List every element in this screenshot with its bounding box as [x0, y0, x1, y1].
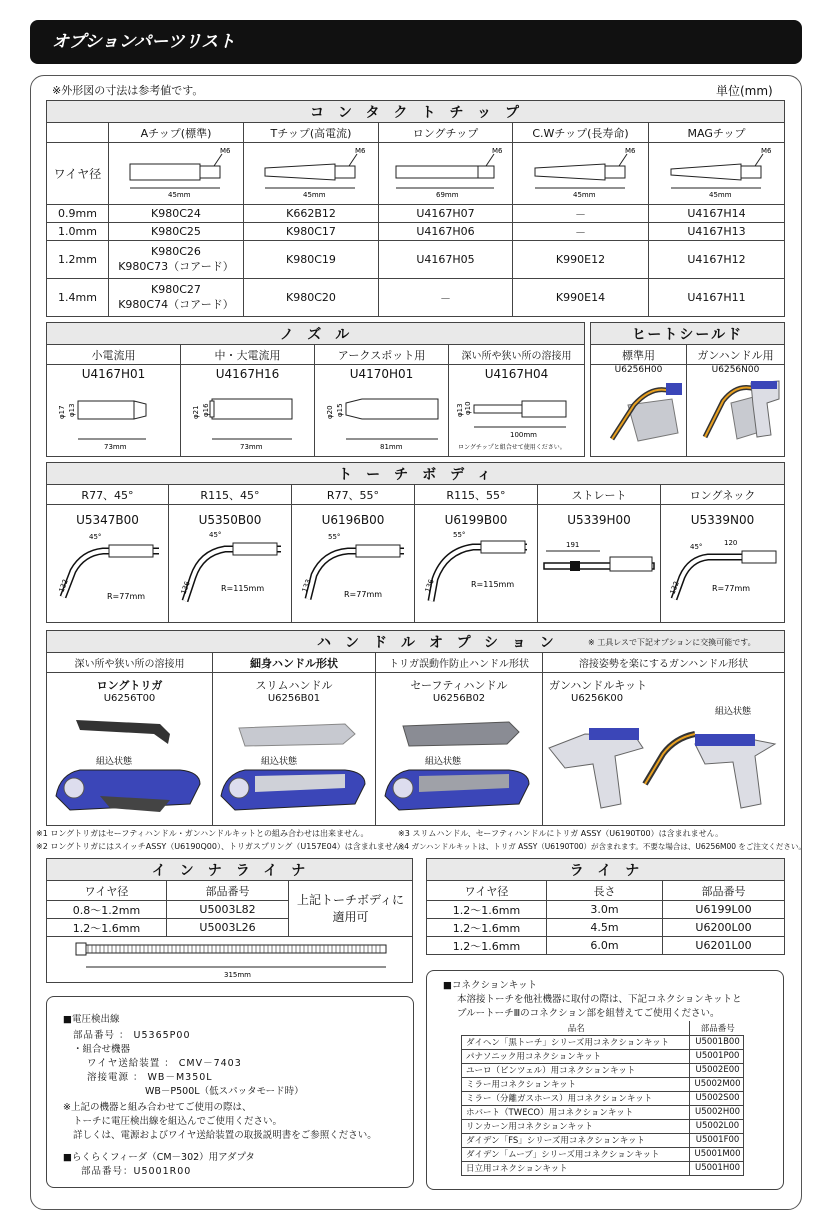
dim-label: 45mm	[303, 191, 326, 199]
nozzle-table: ノズル 小電流用 中・大電流用 アークスポット用 深い所や狭い所の溶接用 U4167H01 φ17 φ13 73mm U4167H16 φ21 φ16 73mm U4170H01 φ20 φ15 81mm U4167H04 φ13 φ10 100mm ロングチップと組合せて使用ください。	[46, 322, 585, 457]
page-title: オプションパーツリスト	[30, 20, 802, 64]
svg-text:132: 132	[668, 580, 681, 596]
table-row: ダイデン「FS」シリーズ用コネクションキット U5001F00	[462, 1133, 744, 1147]
dims-note: ※外形図の寸法は参考値です。	[52, 84, 204, 97]
torch-body-item: U5350B00 45° 136 R=115mm	[169, 505, 292, 623]
svg-text:55°: 55°	[328, 533, 341, 541]
table-row: ユーロ（ビンツェル）用コネクションキット U5002E00	[462, 1063, 744, 1077]
table-row: ホバート（TWECO）用コネクションキット U5002H00	[462, 1105, 744, 1119]
table-row: 日立用コネクションキット U5001H00	[462, 1161, 744, 1175]
svg-text:73mm: 73mm	[239, 443, 263, 451]
svg-text:組込状態: 組込状態	[715, 707, 752, 717]
table-row: 1.2～1.6mm 3.0m U6199L00	[427, 901, 785, 919]
a-tip-drawing	[109, 143, 244, 205]
dim-label: 69mm	[435, 191, 459, 199]
cw-tip-drawing	[513, 143, 649, 205]
wire-label: ワイヤ径	[47, 143, 109, 205]
svg-text:120: 120	[723, 539, 737, 547]
handle-item: スリムハンドル U6256B01 組込状態	[213, 673, 376, 826]
inner-liner-table: インナライナ ワイヤ径 部品番号 上記トーチボディに適用可 0.8～1.2mm U5003L82 1.2～1.6mm U5003L26 315mm	[46, 858, 413, 983]
table-row: 1.2～1.6mm 4.5m U6200L00	[427, 919, 785, 937]
svg-text:φ13: φ13	[67, 403, 76, 417]
svg-text:45°: 45°	[689, 543, 702, 551]
table-row: 1.0mm K980C25 K980C17 U4167H06 － U4167H13	[47, 223, 785, 241]
footnote: ※1 ロングトリガはセーフティハンドル・ガンハンドルキットとの組み合わせは出来ません。	[36, 829, 369, 838]
svg-text:R=115mm: R=115mm	[221, 584, 265, 593]
svg-text:73mm: 73mm	[103, 443, 127, 451]
voltage-box: ■電圧検出線 部品番号 ： U5365P00 ・組合せ機器 ワイヤ送給装置 ： CMV－7403 溶接電源 ： WB－M350L WB－P500L（低スパッタモード時） ※上記の機器と組み合わせてご使用の際は、 トーチに電圧検出線を組込んでご使用ください。 詳しくは、電源およびワイヤ送給装置の取扱説明書をご参照ください。 ■らくらくフィーダ（CM－302）用アダプタ 部品番号：U5001R00	[46, 996, 414, 1188]
svg-text:組込状態: 組込状態	[95, 757, 132, 767]
table-row: 1.2～1.6mm 6.0m U6201L00	[427, 937, 785, 955]
dim-label: 45mm	[708, 191, 732, 199]
svg-text:132: 132	[57, 578, 70, 594]
svg-text:81mm: 81mm	[379, 443, 403, 451]
col-long-tip: ロングチップ	[379, 123, 513, 143]
handle-item: ガンハンドルキット U6256K00 組込状態	[543, 673, 785, 826]
nozzle-item: U4167H01 φ17 φ13 73mm	[47, 365, 181, 457]
torch-body-item: U5347B00 45° 132 R=77mm	[47, 505, 169, 623]
heat-shield-item: U6256H00	[591, 365, 687, 457]
torch-body-item: U5339N00 45° 120 132 R=77mm	[661, 505, 785, 623]
nozzle-item: U4170H01 φ20 φ15 81mm	[315, 365, 449, 457]
table-row: 1.2～1.6mm U5003L26	[47, 919, 413, 937]
handle-option-table: ハンドルオプション 深い所や狭い所の溶接用 細身ハンドル形状 トリガ誤動作防止ハンドル形状 溶接姿勢を楽にするガンハンドル形状 ロングトリガ U6256T00 組込状態 スリムハンドル U6256B01 組込状態 セーフティハンドル U6256B02 組込状態 ガンハンドルキット U6256K00 組込状態	[46, 630, 785, 826]
footnote: ※3 スリムハンドル、セーフティハンドルにトリガ ASSY（U6190T00）は含まれません。	[398, 829, 724, 838]
svg-text:φ17: φ17	[57, 405, 66, 419]
mag-tip-drawing	[649, 143, 785, 205]
handle-note: ※ 工具レスで下記オプションに交換可能です。	[588, 638, 756, 647]
table-row: ダイデン「ムーブ」シリーズ用コネクションキット U5001M00	[462, 1147, 744, 1161]
torch-body-table: トーチボディ R77、45° R115、45° R77、55° R115、55° ストレート ロングネック U5347B00 45° 132 R=77mm U5350B00 45° 136 R=115mm U6196B00 55° 133 R=77mm U6199B00 55° 136 R=115mm U5339H00 191 U5339N00 45° 120 132 R=77mm	[46, 462, 785, 623]
long-tip-drawing	[379, 143, 513, 205]
table-row: パナソニック用コネクションキット U5001P00	[462, 1049, 744, 1063]
table-row: 0.9mm K980C24 K662B12 U4167H07 － U4167H14	[47, 205, 785, 223]
svg-text:φ21: φ21	[191, 405, 200, 419]
table-row: リンカーン用コネクションキット U5002L00	[462, 1119, 744, 1133]
svg-text:M6: M6	[355, 147, 366, 155]
torch-body-item: U6196B00 55° 133 R=77mm	[292, 505, 415, 623]
table-row: 0.8～1.2mm U5003L82	[47, 901, 413, 919]
svg-text:R=77mm: R=77mm	[344, 590, 383, 599]
col-a-tip: Aチップ(標準)	[109, 123, 244, 143]
torch-body-item: U5339H00 191	[538, 505, 661, 623]
table-row: ミラー（分離ガスホース）用コネクションキット U5002S00	[462, 1091, 744, 1105]
col-mag-tip: MAGチップ	[649, 123, 785, 143]
handle-item: セーフティハンドル U6256B02 組込状態	[376, 673, 543, 826]
svg-text:315mm: 315mm	[223, 971, 251, 979]
unit-label: 単位(mm)	[716, 84, 773, 98]
svg-text:組込状態: 組込状態	[425, 757, 462, 767]
thread-label: M6	[220, 147, 231, 155]
col-cw-tip: C.Wチップ(長寿命)	[513, 123, 649, 143]
svg-text:M6: M6	[760, 147, 772, 155]
svg-text:φ20: φ20	[325, 405, 334, 419]
svg-text:100mm: 100mm	[509, 431, 537, 439]
svg-text:R=77mm: R=77mm	[711, 584, 750, 593]
svg-text:ロングチップと組合せて使用ください。: ロングチップと組合せて使用ください。	[457, 444, 566, 451]
t-tip-drawing	[244, 143, 379, 205]
dim-label: 45mm	[572, 191, 596, 199]
dim-label: 45mm	[168, 191, 191, 199]
svg-text:R=77mm: R=77mm	[107, 592, 146, 601]
nozzle-item: U4167H04 φ13 φ10 100mm ロングチップと組合せて使用ください。	[449, 365, 585, 457]
svg-text:φ10: φ10	[463, 401, 472, 415]
table-row: 1.4mm K980C27 K980C74（コアード） K980C20 － K990E14 U4167H11	[47, 279, 785, 317]
svg-text:55°: 55°	[453, 531, 466, 539]
svg-text:M6: M6	[624, 147, 635, 155]
svg-text:M6: M6	[491, 147, 502, 155]
table-row: ミラー用コネクションキット U5002M00	[462, 1077, 744, 1091]
torch-body-item: U6199B00 55° 136 R=115mm	[415, 505, 538, 623]
inner-liner-drawing	[47, 937, 413, 983]
footnote: ※4 ガンハンドルキットは、トリガ ASSY（U6190T00）が含まれます。不要な場合は、U6256M00 をご注文ください。	[398, 842, 806, 851]
svg-text:136: 136	[179, 580, 192, 596]
svg-text:136: 136	[423, 578, 436, 594]
liner-table: ライナ ワイヤ径 長さ 部品番号 1.2～1.6mm 3.0m U6199L00 1.2～1.6mm 4.5m U6200L00 1.2～1.6mm 6.0m U6201L00	[426, 858, 785, 955]
table-row: 1.2mm K980C26 K980C73（コアード） K980C19 U4167H05 K990E12 U4167H12	[47, 241, 785, 279]
col-t-tip: Tチップ(高電流)	[244, 123, 379, 143]
svg-text:45°: 45°	[209, 531, 222, 539]
connection-kit-table: 品名 部品番号 ダイヘン「黒トーチ」シリーズ用コネクションキット U5001B00 パナソニック用コネクションキット U5001P00 ユーロ（ビンツェル）用コネクションキット U5002E00 ミラー用コネクションキット U5002M00 ミラー（分離ガスホース）用コネクションキット U5002S00 ホバート（TWECO）用コネクションキット U5002H00 リンカーン用コネクションキット U5002L00 ダイデン「FS」シリーズ用コネクションキット U5001F00 ダイデン「ムーブ」シリーズ用コネクションキット U5001M00 日立用コネクションキット U5001H00	[461, 1021, 744, 1176]
svg-text:φ16: φ16	[201, 403, 210, 417]
nozzle-item: U4167H16 φ21 φ16 73mm	[181, 365, 315, 457]
svg-text:φ13: φ13	[455, 403, 464, 417]
svg-text:φ15: φ15	[335, 403, 344, 417]
contact-tip-table	[46, 100, 785, 317]
heat-shield-item: U6256N00	[687, 365, 785, 457]
heat-shield-table: ヒートシールド 標準用 ガンハンドル用 U6256H00 U6256N00	[590, 322, 785, 457]
nozzle-title: ノズル	[47, 323, 585, 345]
svg-text:133: 133	[300, 578, 313, 594]
contact-tip-title: コンタクトチップ	[47, 101, 785, 123]
connection-kit-box: ■コネクションキット 本溶接トーチを他社機器に取付の際は、下記コネクションキットと ブルートーチⅢのコネクション部を組替えてご使用ください。 品名 部品番号 ダイヘン「黒トーチ」シリーズ用コネクションキット U5001B00 パナソニック用コネクションキット U5001P00 ユーロ（ビンツェル）用コネクションキット U5002E00 ミラー用コネクションキット U5002M00 ミラー（分離ガスホース）用コネクションキット U5002S00 ホバート（TWECO）用コネクションキット U5002H00 リンカーン用コネクションキット U5002L00 ダイデン「FS」シリーズ用コネクションキット U5001F00 ダイデン「ムーブ」シリーズ用コネクションキット U5001M00 日立用コネクションキット U5001H00	[426, 970, 784, 1190]
handle-item: ロングトリガ U6256T00 組込状態	[47, 673, 213, 826]
svg-text:45°: 45°	[89, 533, 102, 541]
footnote: ※2 ロングトリガにはスイッチASSY（U6190Q00）、トリガスプリング（U157E04）は含まれません。	[36, 842, 410, 851]
svg-text:組込状態: 組込状態	[261, 757, 298, 767]
table-row: ダイヘン「黒トーチ」シリーズ用コネクションキット U5001B00	[462, 1035, 744, 1049]
svg-text:R=115mm: R=115mm	[471, 580, 515, 589]
svg-text:191: 191	[566, 541, 580, 549]
